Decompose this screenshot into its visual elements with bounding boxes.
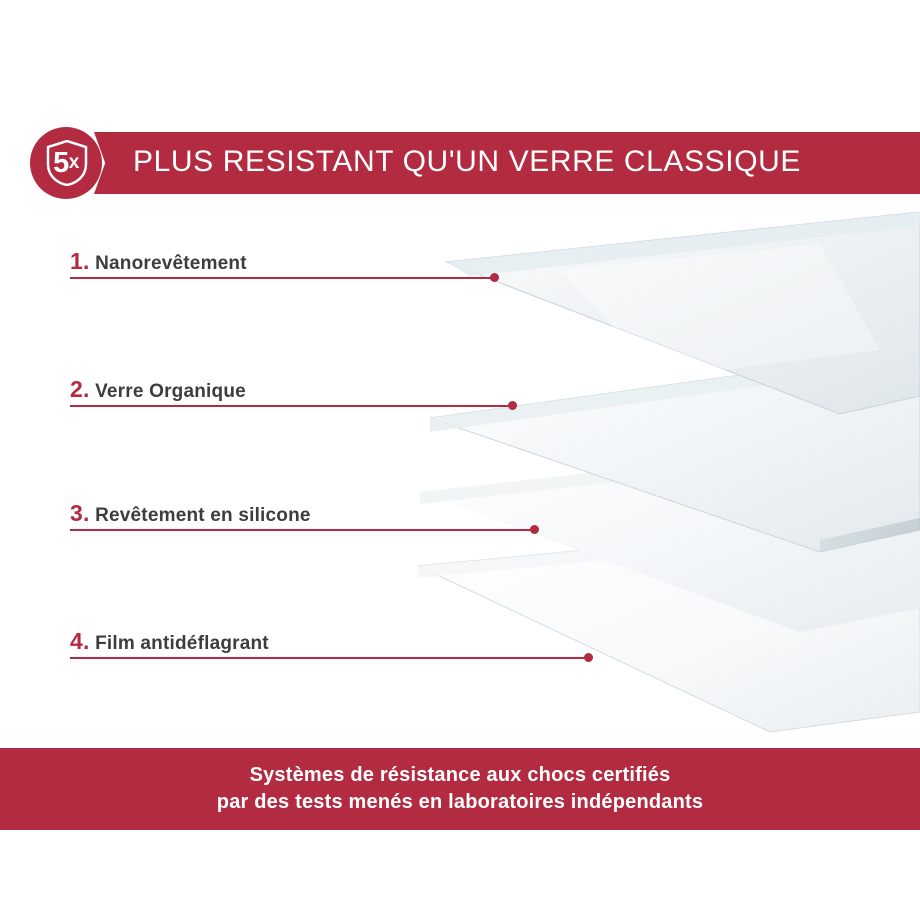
callout-1-number: 1. [70,248,90,274]
callout-2 [70,376,530,416]
callout-3-label: Revêtement en silicone [95,505,311,526]
badge-suffix: x [68,152,79,173]
callout-1-label: Nanorevêtement [95,253,247,274]
callout-2-line [70,405,512,407]
footer-band [0,748,920,830]
callout-4-dot [584,653,593,662]
callout-1 [70,248,510,288]
callout-3-dot [530,525,539,534]
callout-3-line [70,529,534,531]
callout-2-dot [508,401,517,410]
callout-3-number: 3. [70,500,90,526]
callout-1-line [70,277,494,279]
callout-1-dot [490,273,499,282]
footer-line-1: Systèmes de résistance aux chocs certifiés [249,764,671,786]
badge-multiplier [30,127,102,199]
callout-3 [70,500,550,540]
callout-4 [70,628,604,668]
callout-2-label: Verre Organique [95,381,246,402]
callout-2-text [70,376,246,403]
page-title: PLUS RESISTANT QU'UN VERRE CLASSIQUE [133,145,802,178]
callout-1-text [70,248,247,275]
callout-4-text [70,628,269,655]
callout-4-line [70,657,588,659]
callout-4-label: Film antidéflagrant [95,633,269,654]
callout-4-number: 4. [70,628,90,654]
footer-line-2: par des tests menés en laboratoires indépendants [216,791,704,813]
callout-3-text [70,500,311,527]
badge-number: 5 [53,146,69,179]
callout-2-number: 2. [70,376,90,402]
bottom-whitespace [0,830,920,920]
